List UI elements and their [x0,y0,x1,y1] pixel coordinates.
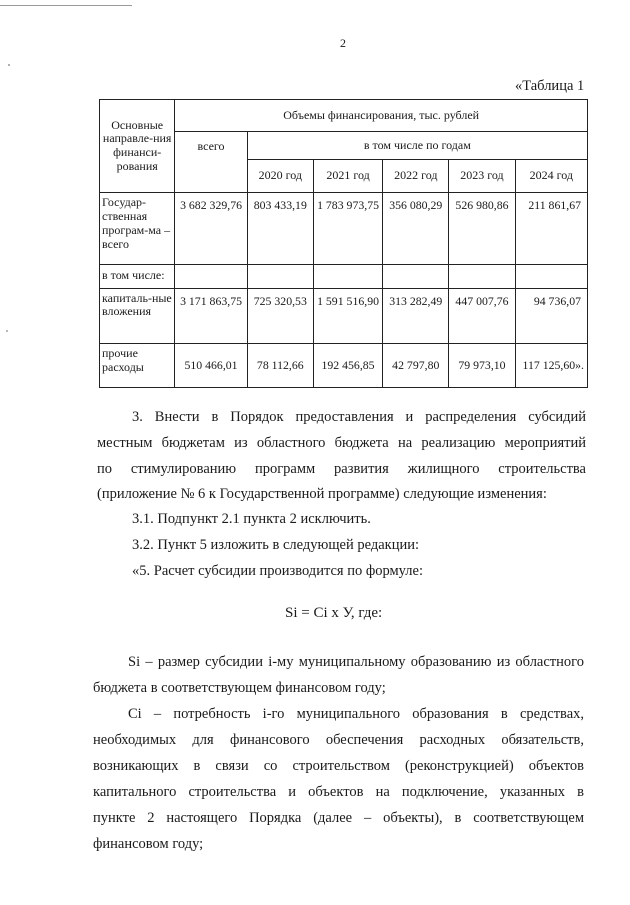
table-header-row [100,100,588,132]
table-row [100,193,588,264]
paragraph-line: Ci – потребность i-го муниципального образования в средствах, [128,706,584,722]
cell-total: 510 466,01 [175,343,247,387]
year-header: 2022 год [383,160,449,193]
cell-value: 356 080,29 [383,193,449,264]
paragraph-line: 3. Внести в Порядок предоставления и распределения субсидий [132,409,586,425]
empty-cell [383,264,449,288]
header-total: всего [175,132,247,193]
paragraph-line: необходимых для финансового обеспечения расходных обязательств, [93,732,584,748]
scan-artifact-line [0,5,132,6]
cell-total: 3 682 329,76 [175,193,247,264]
page-number: 2 [340,36,346,50]
table-row [100,288,588,343]
cell-value: 526 980,86 [449,193,515,264]
paragraph-line: местным бюджетам из областного бюджета на реализацию мероприятий [97,435,586,451]
cell-value: 725 320,53 [247,288,313,343]
table-row [100,264,588,288]
paragraph-3-2: 3.2. Пункт 5 изложить в следующей редакции: [132,537,420,553]
paragraph-3-1: 3.1. Подпункт 2.1 пункта 2 исключить. [132,511,371,527]
cell-value: 78 112,66 [247,343,313,387]
financing-table [99,99,588,388]
scan-artifact-dot [8,64,10,66]
cell-value: 192 456,85 [313,343,382,387]
empty-cell [175,264,247,288]
paragraph-line: капитального строительства и объектов на подключение, указанных в [93,784,584,800]
paragraph-line: (приложение № 6 к Государственной программе) следующие изменения: [97,486,547,502]
header-volumes: Объемы финансирования, тыс. рублей [175,100,588,132]
year-header: 2024 год [515,160,587,193]
scan-artifact-dot [6,330,8,332]
year-header: 2020 год [247,160,313,193]
header-direction: Основные направле-ния финанси-рования [100,100,175,193]
empty-cell [515,264,587,288]
cell-value: 1 783 973,75 [313,193,382,264]
paragraph-line: бюджета в соответствующем финансовом году; [93,680,386,696]
cell-value: 313 282,49 [383,288,449,343]
paragraph-line: пункте 2 настоящего Порядка (далее – объекты), в соответствующем [93,810,584,826]
paragraph-line: финансовом году; [93,836,204,852]
paragraph-line: возникающих в связи со строительством (реконструкцией) объектов [93,758,584,774]
row-label: прочие расходы [100,343,175,387]
paragraph-line: по стимулированию программ развития жилищного строительства [97,461,586,477]
cell-value: 117 125,60». [515,343,587,387]
cell-value: 1 591 516,90 [313,288,382,343]
year-header: 2023 год [449,160,515,193]
row-label: в том числе: [100,264,175,288]
year-header: 2021 год [313,160,382,193]
paragraph-5: «5. Расчет субсидии производится по формуле: [132,563,423,579]
empty-cell [247,264,313,288]
cell-value: 447 007,76 [449,288,515,343]
row-label: капиталь-ные вложения [100,288,175,343]
empty-cell [449,264,515,288]
formula: Si = Ci х У, где: [285,605,383,621]
cell-total: 3 171 863,75 [175,288,247,343]
row-label: Государ-ственная програм-ма – всего [100,193,175,264]
empty-cell [313,264,382,288]
cell-value: 94 736,07 [515,288,587,343]
cell-value: 42 797,80 [383,343,449,387]
paragraph-line: Si – размер субсидии i-му муниципальному образованию из областного [128,654,584,670]
table-row [100,343,588,387]
table-caption: «Таблица 1 [515,78,585,94]
cell-value: 803 433,19 [247,193,313,264]
cell-value: 79 973,10 [449,343,515,387]
header-by-years: в том числе по годам [247,132,587,160]
cell-value: 211 861,67 [515,193,587,264]
